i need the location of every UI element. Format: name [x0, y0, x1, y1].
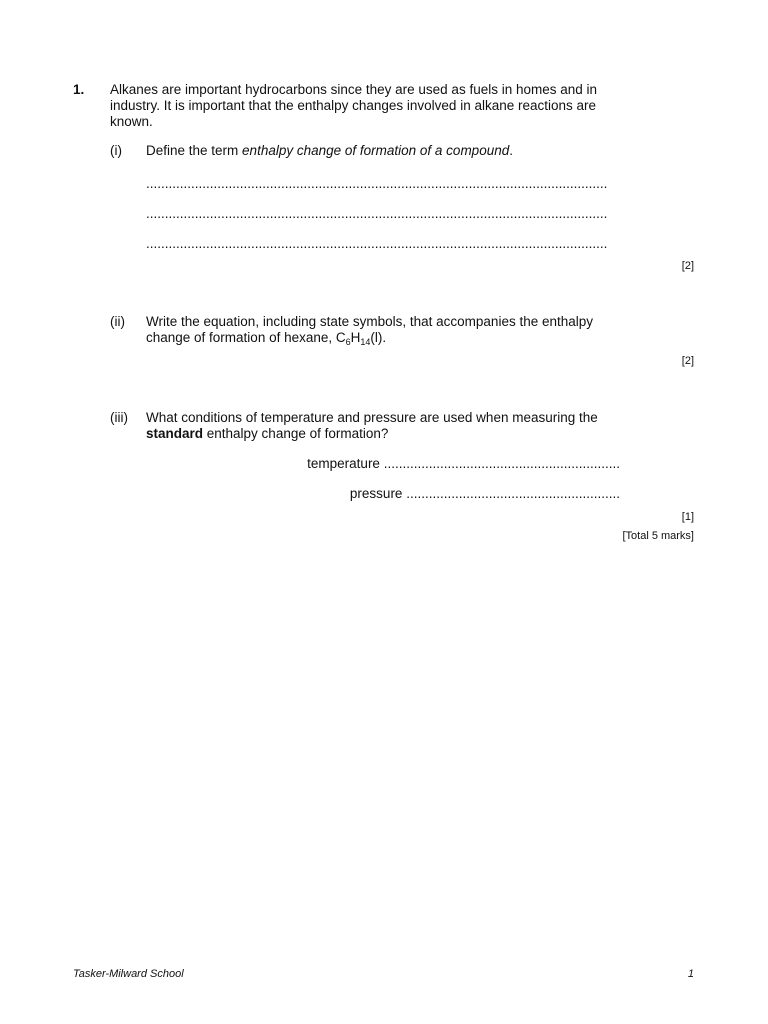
part-iii-question: [146, 410, 598, 442]
temperature-label: temperature: [307, 456, 384, 471]
hydrogen-subscript: 14: [360, 337, 371, 347]
part-i-text-prefix: Define the term: [146, 143, 243, 158]
part-ii-line-2: [146, 330, 593, 346]
intro-line-2: industry. It is important that the enthalpy changes involved in alkane reactions are: [110, 98, 597, 113]
part-iii-line-2: [146, 426, 598, 442]
hydrogen-symbol: H: [350, 330, 361, 345]
part-iii-line-1: What conditions of temperature and pressure are used when measuring the: [146, 410, 598, 425]
part-ii-question: [146, 314, 593, 346]
part-iii-line-2-rest: enthalpy change of formation?: [203, 426, 389, 441]
part-i-answer-line-2[interactable]: ...........................................................................................................................: [146, 206, 608, 221]
part-i-term: enthalpy change of formation of a compound: [242, 143, 510, 158]
part-ii-line-1: Write the equation, including state symbols, that accompanies the enthalpy: [146, 314, 594, 329]
part-i-answer-line-3[interactable]: ...........................................................................................................................: [146, 236, 608, 251]
part-ii-line-2-suffix: (l).: [370, 330, 387, 345]
part-iii-marks: [1]: [681, 511, 694, 523]
temperature-field: [307, 456, 620, 472]
part-i-text-suffix: .: [509, 143, 513, 158]
standard-keyword: standard: [146, 426, 204, 441]
pressure-answer-line[interactable]: .........................................................: [406, 486, 620, 501]
carbon-subscript: 6: [345, 337, 351, 347]
footer-page-number: 1: [687, 968, 694, 980]
temperature-answer-line[interactable]: ...............................................................: [383, 456, 620, 471]
question-number: 1.: [73, 82, 85, 97]
pressure-field: [350, 486, 620, 502]
part-i-question: [146, 143, 513, 159]
intro-line-1: Alkanes are important hydrocarbons since they are used as fuels in homes and in: [110, 82, 598, 97]
intro-line-3: known.: [110, 114, 153, 129]
part-i-answer-line-1[interactable]: ...........................................................................................................................: [146, 176, 608, 191]
part-ii-marks: [2]: [681, 355, 694, 367]
part-i-marks: [2]: [681, 260, 694, 272]
pressure-label: pressure: [349, 486, 407, 501]
part-ii-line-2-prefix: change of formation of hexane, C: [146, 330, 346, 345]
footer-school-name: Tasker-Milward School: [73, 968, 184, 980]
total-marks: [Total 5 marks]: [622, 530, 694, 542]
part-iii-label: (iii): [110, 410, 128, 425]
question-intro: [110, 82, 597, 130]
part-ii-label: (ii): [110, 314, 125, 329]
part-i-label: (i): [110, 143, 122, 158]
